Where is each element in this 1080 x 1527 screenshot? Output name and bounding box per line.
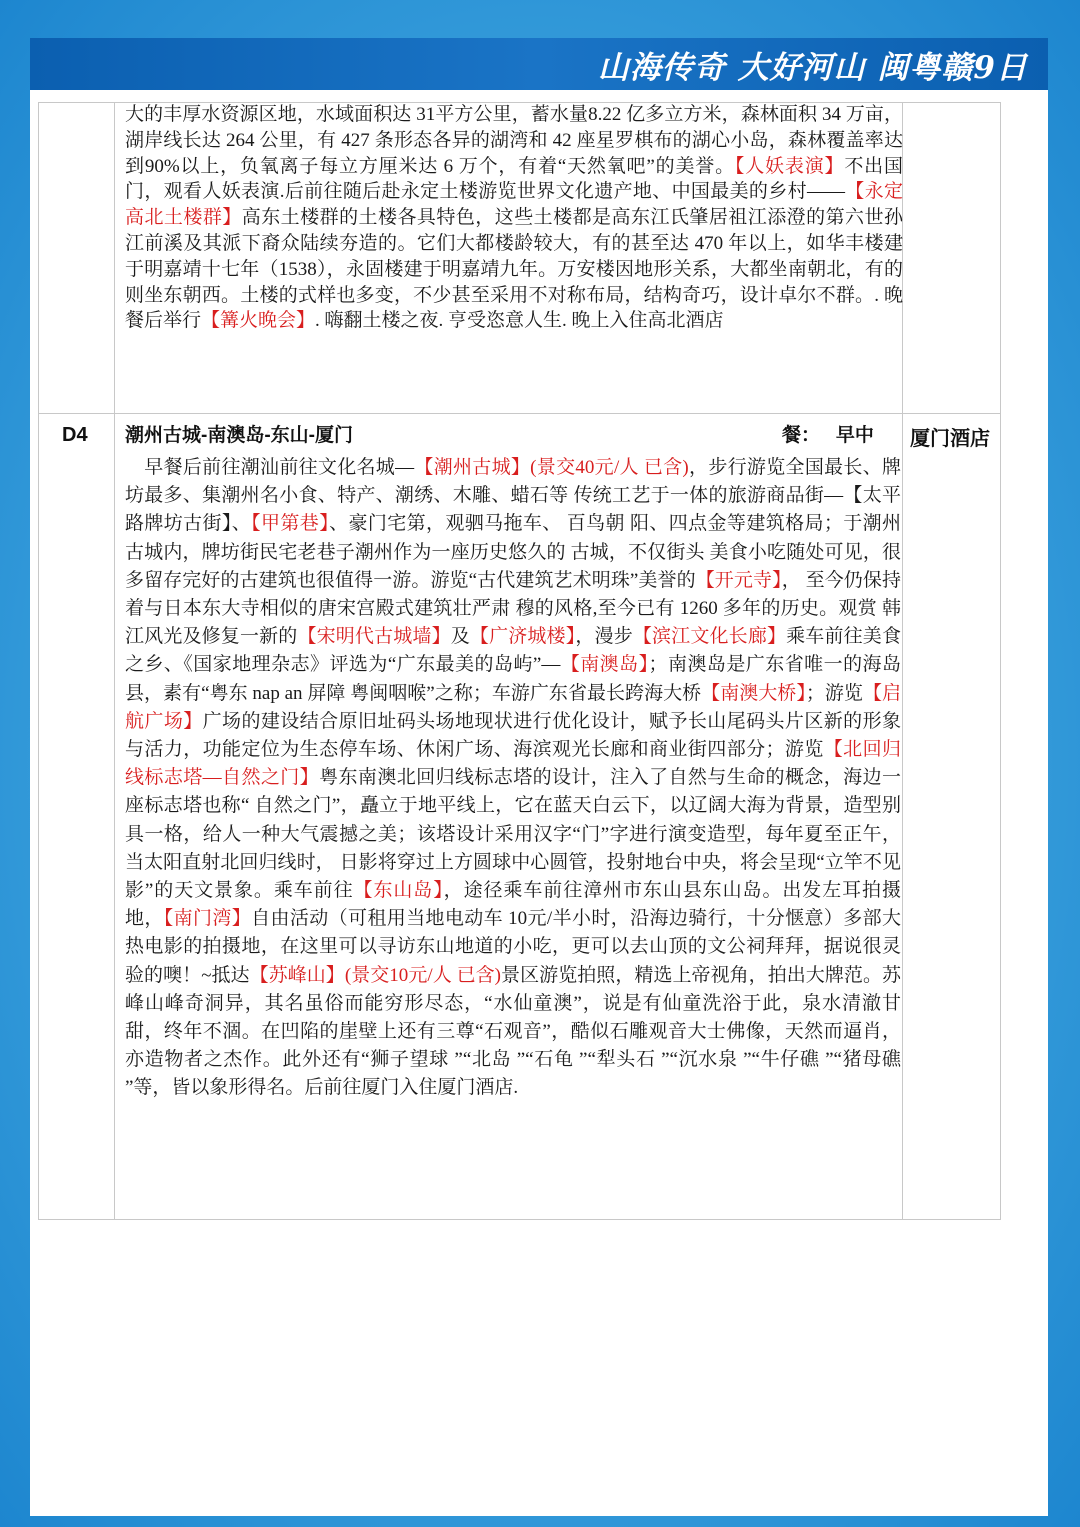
day4-highlight: 【宋明代古城墙】 [297, 626, 451, 648]
day4-text-segment: 及 [450, 626, 470, 648]
day4-highlight: 【启航广场】 [125, 682, 901, 732]
top-highlight: 【篝火晚会】 [201, 310, 316, 332]
day4-text-segment: ；南澳岛是广东省唯一的海岛县，素有“粤东 nap an 屏障 粤闽咽喉”之称；车游广东省最长跨海大桥 [125, 654, 901, 704]
day4-text-segment: ；游览 [805, 682, 863, 704]
table-border-left [38, 102, 39, 1220]
day4-highlight: 【东山岛】 [353, 880, 444, 902]
day4-text-segment: 自由活动（可租用当地电动车 10元/半小时，沿海边骑行，十分惬意）多部大热电影的拍摄地，在这里可以寻访东山地道的小吃，更可以去山顶的文公祠拜拜，据说很灵验的噢！~抵达 [125, 908, 901, 986]
day-title: 潮州古城-南澳岛-东山-厦门 [125, 425, 353, 446]
day4-text-segment: ， 至今仍保持着与日本东大寺相似的唐宋宫殿式建筑壮严肃 穆的风格,至今已有 1260 多年的历史。观赏 韩江风光及修复一新的 [125, 569, 901, 648]
day4-highlight: 【南澳大桥】 [701, 682, 806, 704]
day4-text-segment: ，步行游览全国最长、牌坊最多、集潮州名小食、特产、潮绣、木雕、蜡石等 传统工艺于一体的旅游商品街—【太平路牌坊古街】、 [125, 457, 901, 535]
meal-info [782, 420, 874, 447]
top-text-segment: . 嗨翻土楼之夜. 亨受恣意人生. 晚上入住高北酒店 [315, 310, 724, 332]
day4-highlight: 【潮州古城】(景交40元/人 已含) [414, 457, 689, 478]
top-highlight: 【永定高北土楼群】 [125, 181, 903, 229]
top-text-segment: 不出国门，观看人妖表演.后前往随后赴永定土楼游览世界文化遗产地、中国最美的乡村—— [125, 155, 903, 203]
day4-highlight: 【开元寺】 [695, 569, 782, 591]
day4-highlight: 【广济城楼】 [469, 626, 576, 648]
day4-text-segment: 景区游览拍照，精选上帝视角，拍出大牌范。苏峰山峰奇洞异，其名虽俗而能穷形尽态，“水仙童澳”，说是有仙童洗浴于此，泉水清澈甘甜，终年不涸。在凹陷的崖壁上还有三尊“石观音”，酷似石雕观音大士佛像，天然而逼肖，亦造物者之杰作。此外还有“狮子望球 ”“北岛 ”“石龟 ”“犁头石 ”“沉水泉 ”“牛仔礁 ”“猪母礁 ”等，皆以象形得名。后前往厦门入住厦门酒店. [125, 964, 901, 1099]
table-row-separator [38, 413, 1001, 414]
day4-highlight: 【南澳岛】 [560, 654, 649, 676]
table-border-right [1000, 102, 1001, 1220]
itinerary-title: 山海传奇 大好河山 闽粤赣9日 [597, 50, 1028, 86]
day4-text-segment: ，途径乘车前往漳州市东山县东山岛。出发左耳拍摄地， [125, 880, 901, 930]
day4-text-segment: ，漫步 [575, 626, 633, 648]
day3-continuation-text [125, 102, 903, 334]
day4-highlight: 【滨江文化长廊】 [632, 626, 787, 648]
meal-value: 早中 [835, 425, 874, 446]
itinerary-table [38, 102, 1001, 1220]
day4-text-segment: 、豪门宅第，观驷马拖车、 百鸟朝 阳、四点金等建筑格局；于潮州古城内，牌坊街民宅老巷子潮州作为一座历史悠久的 古城，不仅街头 美食小吃随处可见，很多留存完好的古建筑也很值得一游。游览“古代建筑艺术明珠”美誉的 [125, 513, 901, 591]
day4-highlight: 【苏峰山】(景交10元/人 已含) [249, 964, 501, 986]
day4-highlight: 【北回归线标志塔—自然之门】 [125, 739, 901, 789]
hotel-name: 厦门酒店 [910, 428, 990, 450]
day4-text-segment: 广场的建设结合原旧址码头场地现状进行优化设计，赋予长山尾码头片区新的形象与活力，功能定位为生态停车场、休闲广场、海滨观光长廊和商业街四部分；游览 [125, 710, 901, 761]
top-text-segment: 大的丰厚水资源区地，水域面积达 31平方公里，蓄水量8.22 亿多立方米，森林面积 34 万亩，湖岸线长达 264 公里，有 427 条形态各异的湖湾和 42 座星罗棋布的湖心小岛，森林覆盖率达到90%以上，负氧离子每立方厘米达 6 万个，有着“天然氧吧”的美誉。 [125, 104, 903, 177]
day4-description-text [125, 454, 901, 1103]
table-border-bottom [38, 1219, 1001, 1220]
top-highlight: 【人妖表演】 [734, 155, 845, 177]
day4-text-segment: 乘车前往美食之乡、《国家地理杂志》评选为“广东最美的岛屿”— [125, 626, 901, 676]
meal-label: 餐： [782, 425, 821, 446]
day4-text-segment: 粤东南澳北回归线标志塔的设计，注入了自然与生命的概念，海边一座标志塔也称“ 自然之门”，矗立于地平线上，它在蓝天白云下，以辽阔大海为背景，造型别具一格，给人一种大气震撼之美；该塔设计采用汉字“门”字进行演变造型，每年夏至正午，当太阳直射北回归线时， 日影将穿过上方圆球中心圆管，投射地台中央，将会呈现“立竿不见影”的天文景象。乘车前往 [125, 767, 901, 902]
day4-highlight: 【南门湾】 [163, 908, 252, 930]
day-label: D4 [62, 424, 88, 446]
day4-text-segment: 早餐后前往潮汕前往文化名城— [125, 457, 415, 478]
table-divider-day [114, 102, 115, 1220]
top-text-segment: 高东土楼群的土楼各具特色，这些土楼都是高东江氏肇居祖江添澄的第六世孙江前溪及其派下裔众陆续夯造的。它们大都楼龄较大，有的甚至达 470 年以上，如华丰楼建于明嘉靖十七年（1538），永固楼建于明嘉靖九年。万安楼因地形关系，大都坐南朝北，有的则坐东朝西。土楼的式样也多变，不少甚至采用不对称布局，结构奇巧，设计卓尔不群。. 晚餐后举行 [125, 207, 903, 332]
day4-highlight: 【甲第巷】 [251, 513, 330, 535]
header-banner [30, 38, 1048, 90]
